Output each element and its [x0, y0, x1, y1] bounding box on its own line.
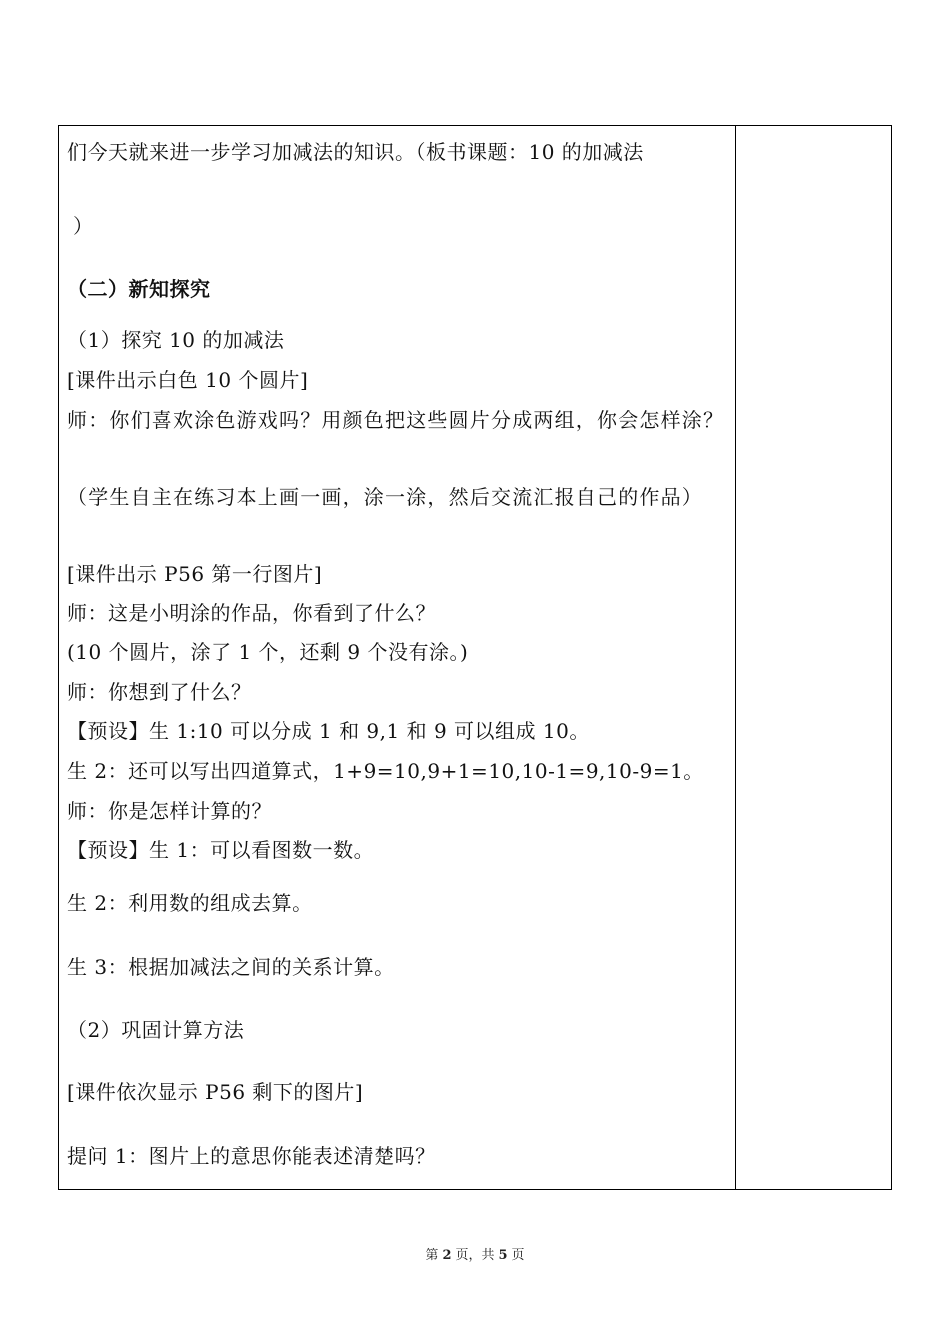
close-paren-line: ） [73, 214, 94, 238]
teacher-question-1: 师：你们喜欢涂色游戏吗？用颜色把这些圆片分成两组，你会怎样涂？ [67, 408, 725, 432]
preset-answer-1: 【预设】生 1:10 可以分成 1 和 9,1 和 9 可以组成 10。 [67, 719, 590, 743]
section-heading: （二）新知探究 [67, 277, 211, 301]
lesson-content-cell [59, 126, 735, 1189]
lesson-table [58, 125, 892, 1190]
preset-answer-2: 【预设】生 1：可以看图数一数。 [67, 838, 375, 862]
teacher-question-3: 师：你想到了什么？ [67, 680, 252, 704]
answer-circles: (10 个圆片，涂了 1 个，还剩 9 个没有涂。) [67, 640, 469, 664]
subsection-1-title: （1）探究 10 的加减法 [67, 328, 285, 352]
question-1: 提问 1：图片上的意思你能表述清楚吗？ [67, 1144, 436, 1168]
courseware-note-3: [课件依次显示 P56 剩下的图片] [67, 1080, 364, 1104]
courseware-note-2: [课件出示 P56 第一行图片] [67, 562, 323, 586]
student-2-equations: 生 2：还可以写出四道算式，1+9=10,9+1=10,10-1=9,10-9=1。 [67, 759, 704, 783]
footer-total-pages: 5 [498, 1248, 508, 1263]
courseware-note-1: [课件出示白色 10 个圆片] [67, 368, 309, 392]
page-footer [0, 1244, 950, 1263]
subsection-2-title: （2）巩固计算方法 [67, 1018, 245, 1042]
footer-suffix: 页 [511, 1248, 525, 1263]
column-divider [735, 126, 736, 1189]
student-3-relation: 生 3：根据加减法之间的关系计算。 [67, 955, 395, 979]
teacher-question-2: 师：这是小明涂的作品，你看到了什么？ [67, 601, 436, 625]
footer-middle: 页，共 [455, 1248, 495, 1263]
intro-line: 们今天就来进一步学习加减法的知识。（板书课题：10 的加减法 [67, 140, 644, 164]
footer-prefix: 第 [425, 1248, 439, 1263]
footer-page-number: 2 [442, 1248, 452, 1263]
student-2-composition: 生 2：利用数的组成去算。 [67, 891, 313, 915]
teacher-question-4: 师：你是怎样计算的？ [67, 799, 272, 823]
students-activity: （学生自主在练习本上画一画，涂一涂，然后交流汇报自己的作品） [67, 485, 703, 509]
